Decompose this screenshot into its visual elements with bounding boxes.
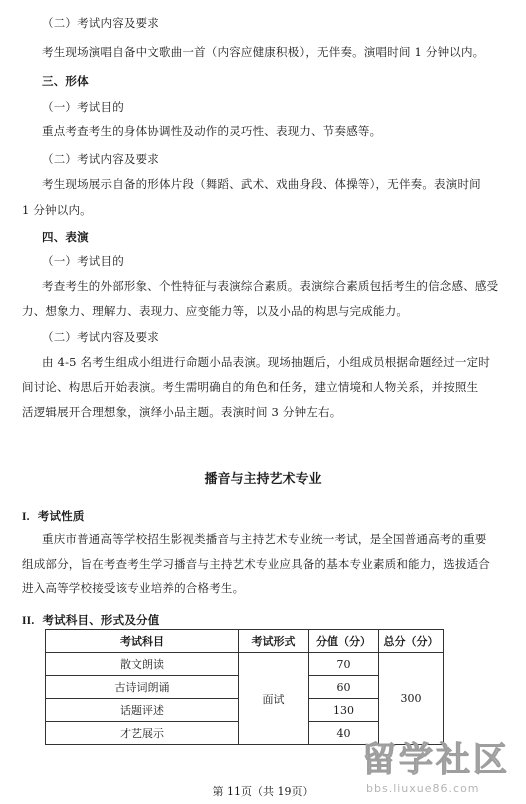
table-row [46, 653, 444, 676]
paragraph: 由 4-5 名考生组成小组进行命题小品表演。现场抽题后，小组成员根据命题经过一定时 [42, 355, 491, 369]
subject-cell: 古诗词朗诵 [46, 676, 239, 699]
section-heading-text: 考试性质 [37, 509, 85, 523]
page-footer: 第 11页（共 19页） [212, 785, 314, 798]
form-cell: 面试 [239, 653, 309, 745]
subheading-exam-purpose: （一）考试目的 [42, 100, 124, 114]
subject-cell: 散文朗读 [46, 653, 239, 676]
watermark-url: bbs.liuxue86.com [366, 782, 480, 795]
section-heading-nature [22, 508, 85, 525]
section-heading-subjects [22, 612, 159, 629]
paragraph: 间讨论、构思后开始表演。考生需明确自的角色和任务，建立情境和人物关系，并按照生 [22, 380, 479, 394]
section-number: II. [22, 615, 35, 627]
subheading-exam-purpose: （一）考试目的 [42, 254, 124, 268]
paragraph: 进入高等学校接受该专业培养的合格考生。 [22, 581, 245, 595]
section-title: 播音与主持艺术专业 [204, 472, 322, 487]
total-cell: 300 [379, 653, 444, 745]
header-subject: 考试科目 [46, 630, 239, 653]
watermark-logo [352, 740, 522, 802]
subject-cell: 才艺展示 [46, 722, 239, 745]
subheading-exam-content: （二）考试内容及要求 [42, 330, 159, 344]
paragraph: 考生现场演唱自备中文歌曲一首（内容应健康积极），无伴奏。演唱时间 1 分钟以内。 [42, 45, 485, 59]
section-heading-text: 考试科目、形式及分值 [42, 613, 160, 627]
header-form: 考试形式 [239, 630, 309, 653]
subject-cell: 话题评述 [46, 699, 239, 722]
heading-acting: 四、表演 [42, 230, 89, 244]
paragraph: 考查考生的外部形象、个性特征与表演综合素质。表演综合素质包括考生的信念感、感受 [42, 279, 499, 293]
score-cell: 40 [309, 722, 379, 745]
subheading-exam-content: （二）考试内容及要求 [42, 16, 159, 30]
section-number: I. [22, 511, 30, 523]
paragraph: 重庆市普通高等学校招生影视类播音与主持艺术专业统一考试，是全国普通高考的重要 [42, 532, 487, 546]
paragraph: 组成部分，旨在考查考生学习播音与主持艺术专业应具备的基本专业素质和能力，选拔适合 [22, 557, 490, 571]
score-cell: 70 [309, 653, 379, 676]
paragraph: 1 分钟以内。 [22, 203, 92, 217]
watermark-text: 留学社区 [362, 740, 510, 780]
table-header-row [46, 630, 444, 653]
exam-score-table [45, 629, 444, 745]
paragraph: 重点考查考生的身体协调性及动作的灵巧性、表现力、节奏感等。 [42, 124, 382, 138]
subheading-exam-content: （二）考试内容及要求 [42, 152, 159, 166]
header-total: 总分（分） [379, 630, 444, 653]
score-cell: 60 [309, 676, 379, 699]
score-cell: 130 [309, 699, 379, 722]
header-score: 分值（分） [309, 630, 379, 653]
paragraph: 力、想象力、理解力、表现力、应变能力等，以及小品的构思与完成能力。 [22, 304, 409, 318]
paragraph: 活逻辑展开合理想象，演绎小品主题。表演时间 3 分钟左右。 [22, 405, 342, 419]
paragraph: 考生现场展示自备的形体片段（舞蹈、武术、戏曲身段、体操等），无伴奏。表演时间 [42, 177, 481, 191]
heading-body-shape: 三、形体 [42, 74, 89, 88]
